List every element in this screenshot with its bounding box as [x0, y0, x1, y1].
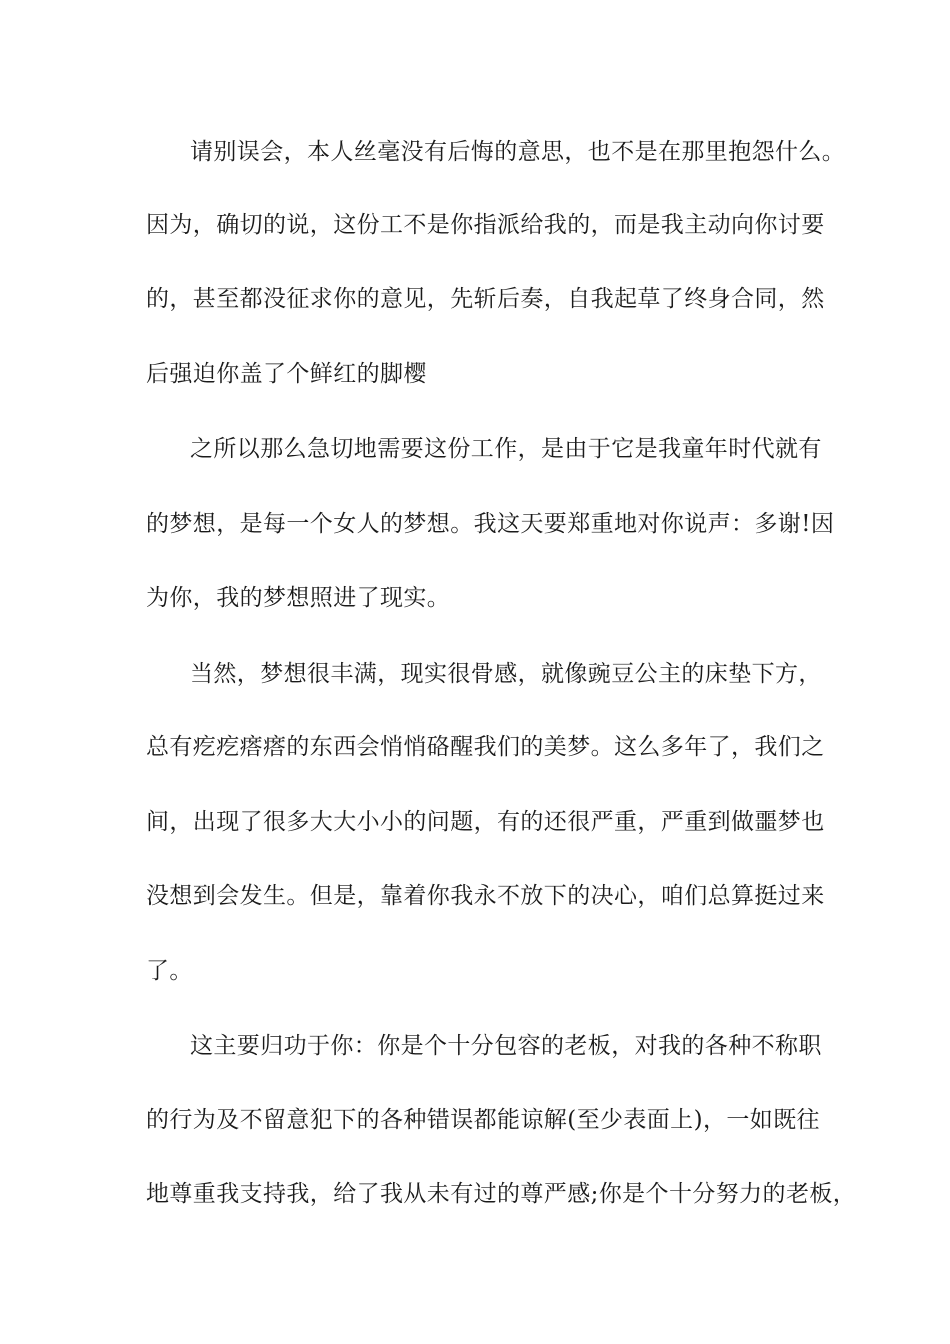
paragraph-4-line-3: 地尊重我支持我，给了我从未有过的尊严感;你是个十分努力的老板， — [146, 1181, 857, 1207]
paragraph-3-line-5: 了。 — [146, 958, 193, 984]
paragraph-3-line-3: 间，出现了很多大大小小的问题，有的还很严重，严重到做噩梦也 — [146, 809, 825, 835]
paragraph-1-line-1: 请别误会，本人丝毫没有后悔的意思，也不是在那里抱怨什么。 — [190, 139, 846, 165]
paragraph-2-line-2: 的梦想，是每一个女人的梦想。我这天要郑重地对你说声：多谢!因 — [146, 511, 835, 537]
paragraph-3-line-2: 总有疙疙瘩瘩的东西会悄悄硌醒我们的美梦。这么多年了，我们之 — [146, 734, 825, 760]
paragraph-2-line-3: 为你，我的梦想照进了现实。 — [146, 585, 451, 611]
paragraph-3-line-4: 没想到会发生。但是，靠着你我永不放下的决心，咱们总算挺过来 — [146, 883, 825, 909]
paragraph-4-line-2: 的行为及不留意犯下的各种错误都能谅解(至少表面上)，一如既往 — [146, 1107, 820, 1133]
paragraph-1-line-4: 后强迫你盖了个鲜红的脚樱 — [146, 361, 427, 387]
paragraph-2-line-1: 之所以那么急切地需要这份工作，是由于它是我童年时代就有 — [190, 436, 822, 462]
paragraph-1-line-2: 因为，确切的说，这份工不是你指派给我的，而是我主动向你讨要 — [146, 212, 825, 238]
paragraph-4-line-1: 这主要归功于你：你是个十分包容的老板，对我的各种不称职 — [190, 1033, 822, 1059]
paragraph-3-line-1: 当然，梦想很丰满，现实很骨感，就像豌豆公主的床垫下方， — [190, 661, 822, 687]
paragraph-1-line-3: 的，甚至都没征求你的意见，先斩后奏，自我起草了终身合同，然 — [146, 286, 825, 312]
